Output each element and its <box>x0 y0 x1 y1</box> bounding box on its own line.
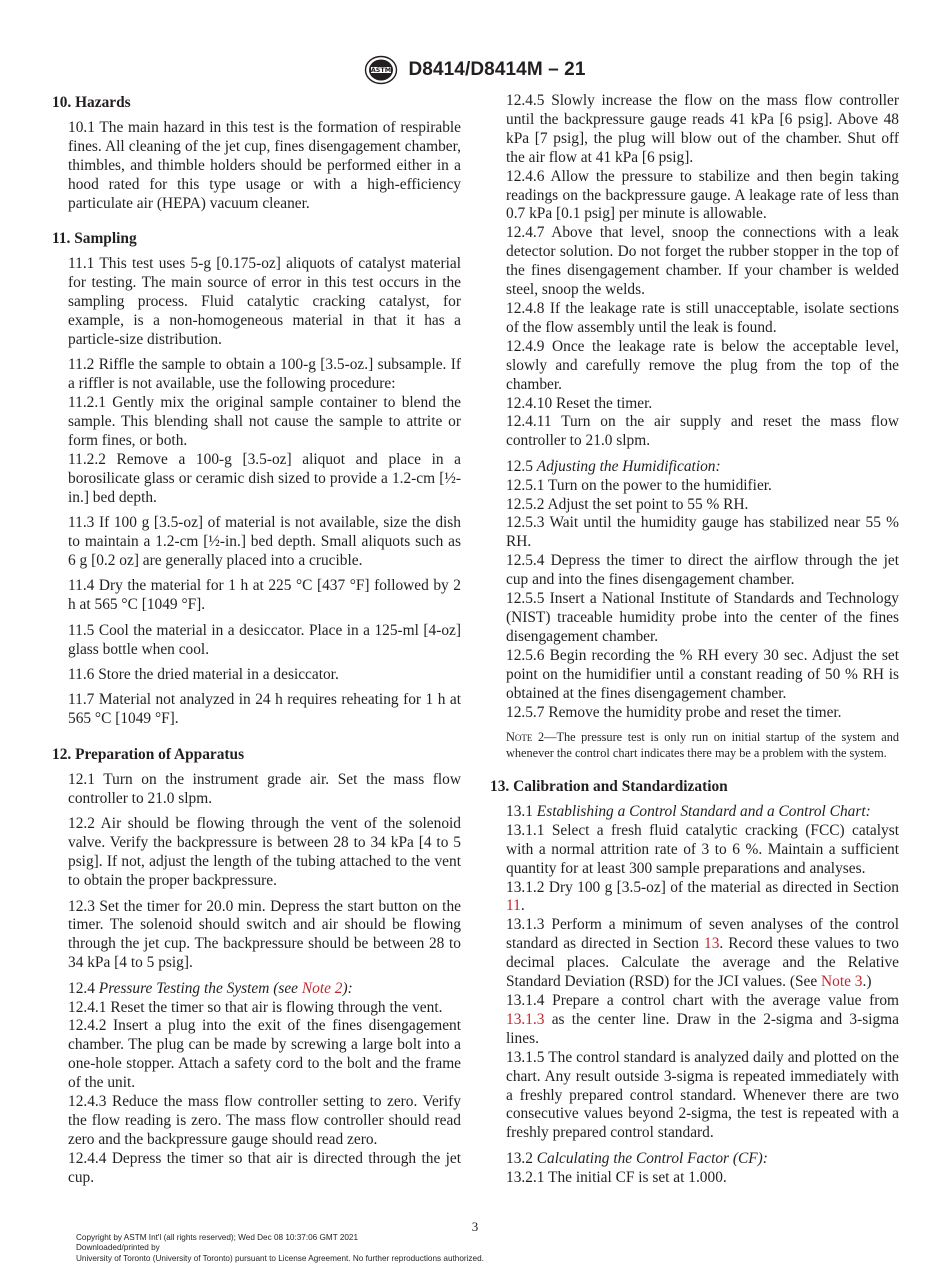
paragraph-12-5 <box>490 458 899 477</box>
paragraph-13-1 <box>490 803 899 822</box>
paragraph-12-4-7: 12.4.7 Above that level, snoop the connections with a leak detector solution. Do not forget the rubber stopper in the top of the fines disengagement chamber. If your chamber is welded steel, snoop the welds. <box>506 224 899 299</box>
paragraph-12-3: 12.3 Set the timer for 20.0 min. Depress the start button on the timer. The solenoid should switch and air should be flowing through the jet cup. The backpressure should be between 28 to 34 kPa [4 to 5 psig]. <box>68 897 461 972</box>
text-13-1-2-a: 13.1.2 Dry 100 g [3.5-oz] of the material as directed in Section <box>506 878 899 896</box>
paragraph-12-5-1: 12.5.1 Turn on the power to the humidifier. <box>506 476 772 494</box>
section-13-heading: 13. Calibration and Standardization <box>490 778 728 795</box>
title-12-5: Adjusting the Humidification: <box>536 457 721 475</box>
paragraph-13-1-2 <box>490 879 899 917</box>
paragraph-13-1-1: 13.1.1 Select a fresh fluid catalytic cracking (FCC) catalyst with a normal attrition rate of 3 to 6 %. Maintain a sufficient quantity for at least 300 sample preparations and analyses. <box>506 821 899 877</box>
paragraph-12-5-2: 12.5.2 Adjust the set point to 55 % RH. <box>506 495 749 513</box>
note-2-text: —The pressure test is only run on initial startup of the system and whenever the control chart indicates there may be a problem with the system. <box>506 730 899 760</box>
paragraph-12-5-7: 12.5.7 Remove the humidity probe and reset the timer. <box>506 703 842 721</box>
paragraph-12-4 <box>52 980 461 999</box>
text-13-1-3-a: 13.1.3 Perform a minimum of seven analyses of the control standard as directed in Section <box>506 916 899 953</box>
paragraph-13-1-5: 13.1.5 The control standard is analyzed daily and plotted on the chart. Any result outside 3-sigma is repeated immediately with a freshly prepared control standard. Whenever there are two consecutive values beyond 2-sigma, the test is repeated with a freshly prepared control standard. <box>506 1048 899 1142</box>
paragraph-11-2: 11.2 Riffle the sample to obtain a 100-g [3.5-oz.] subsample. If a riffler is not available, use the following procedure: <box>68 356 461 393</box>
section-10-heading: 10. Hazards <box>52 94 131 111</box>
text-13-1-3-c: .) <box>862 973 872 991</box>
text-13-1-2-b: . <box>520 897 525 915</box>
link-note-3[interactable]: Note 3 <box>821 973 863 991</box>
section-11-heading: 11. Sampling <box>52 230 137 248</box>
title-12-4-end: ): <box>342 979 353 997</box>
paragraph-12-4-9: 12.4.9 Once the leakage rate is below the acceptable level, slowly and carefully remove the plug from the top of the chamber. <box>506 337 899 393</box>
paragraph-12-4-1: 12.4.1 Reset the timer so that air is flowing through the vent. <box>68 998 443 1016</box>
paragraph-12-4-3: 12.4.3 Reduce the mass flow controller setting to zero. Verify the flow reading is zero. The mass flow controller should read zero and the backpressure gauge should read zero. <box>68 1093 461 1148</box>
title-13-1: Establishing a Control Standard and a Control Chart: <box>536 802 871 820</box>
paragraph-10-1: 10.1 The main hazard in this test is the formation of respirable fines. All cleaning of the jet cup, fines disengagement chamber, thimbles, and thimble holders should be performed either in a hood rated for this type usage or with a high-efficiency particulate air (HEPA) vacuum cleaner. <box>68 118 461 212</box>
link-13-1-3[interactable]: 13.1.3 <box>506 1010 545 1028</box>
link-section-13[interactable]: 13 <box>704 935 720 953</box>
note-2-label: Note 2 <box>506 730 545 745</box>
note-2 <box>490 730 899 761</box>
paragraph-12-5-6: 12.5.6 Begin recording the % RH every 30 sec. Adjust the set point on the humidifier until a constant reading of 50 % RH is obtained at the fines disengagement chamber. <box>506 646 899 702</box>
paragraph-13-2-1: 13.2.1 The initial CF is set at 1.000. <box>506 1168 727 1186</box>
paragraph-11-4: 11.4 Dry the material for 1 h at 225 °C [437 °F] followed by 2 h at 565 °C [1049 °F]. <box>68 577 461 614</box>
paragraph-12-5-3: 12.5.3 Wait until the humidity gauge has stabilized near 55 % RH. <box>506 514 899 551</box>
standard-designation: D8414/D8414M – 21 <box>408 59 586 80</box>
right-column <box>490 92 899 1188</box>
paragraph-12-4-4: 12.4.4 Depress the timer so that air is directed through the jet cup. <box>68 1149 461 1186</box>
paragraph-11-5: 11.5 Cool the material in a desiccator. Place in a 125-ml [4-oz] glass bottle when cool. <box>68 621 461 658</box>
title-13-2: Calculating the Control Factor (CF): <box>536 1149 768 1167</box>
paragraph-11-1: 11.1 This test uses 5-g [0.175-oz] aliquots of catalyst material for testing. The main source of error in this test occurs in the sampling process. Fluid catalytic cracking catalyst, for example, is a non-homogeneous material in that it has a particle-size distribution. <box>68 255 461 348</box>
paragraph-11-2-2: 11.2.2 Remove a 100-g [3.5-oz] aliquot and place in a borosilicate glass or ceramic dish sized to provide a 1.2-cm [½-in.] bed depth. <box>68 450 461 506</box>
left-column <box>52 92 461 1188</box>
text-13-1-3-b: . Record these values to two decimal places. Calculate the average and the Relative Standard Deviation (RSD) for the JCI values. (See <box>506 935 900 991</box>
section-12-heading: 12. Preparation of Apparatus <box>52 746 245 764</box>
paragraph-12-4-5: 12.4.5 Slowly increase the flow on the mass flow controller until the backpressure gauge reads 41 kPa [6 psig]. Above 48 kPa [7 psig], the plug will blow out of the chamber. Shut off the air flow at 41 kPa [6 psig]. <box>506 92 899 166</box>
link-section-11[interactable]: 11 <box>506 897 521 915</box>
text-13-1-4-a: 13.1.4 Prepare a control chart with the average value from <box>506 991 899 1009</box>
paragraph-13-1-4 <box>490 992 899 1049</box>
footer-line-1: Copyright by ASTM Int'l (all rights reserved); Wed Dec 08 10:37:06 GMT 2021 <box>76 1233 359 1242</box>
number-13-2: 13.2 <box>506 1149 533 1167</box>
paragraph-11-6: 11.6 Store the dried material in a desiccator. <box>68 665 339 683</box>
number-12-4: 12.4 <box>68 979 95 997</box>
svg-text:ASTM: ASTM <box>371 66 392 75</box>
page-header <box>0 55 950 85</box>
paragraph-12-4-6: 12.4.6 Allow the pressure to stabilize and then begin taking readings on the backpressure gauge. A leakage rate of less than 0.7 kPa [0.1 psig] per minute is allowable. <box>506 167 899 223</box>
paragraph-12-4-10: 12.4.10 Reset the timer. <box>506 394 653 412</box>
paragraph-11-2-1: 11.2.1 Gently mix the original sample container to blend the sample. This blending shall not cause the sample to attrite or form fines, or both. <box>68 394 461 449</box>
paragraph-12-5-4: 12.5.4 Depress the timer to direct the airflow through the jet cup and into the fines disengagement chamber. <box>506 552 899 589</box>
number-13-1: 13.1 <box>506 802 533 820</box>
text-13-1-4-b: as the center line. Draw in the 2-sigma and 3-sigma lines. <box>506 1010 899 1047</box>
astm-logo-icon <box>364 55 398 85</box>
copyright-footer <box>76 1233 484 1264</box>
paragraph-12-4-8: 12.4.8 If the leakage rate is still unacceptable, isolate sections of the flow assembly until the leak is found. <box>506 299 899 336</box>
paragraph-11-3: 11.3 If 100 g [3.5-oz] of material is not available, size the dish to maintain a 1.2-cm [½-in.] bed depth. Small aliquots such as 6 g [0.2 oz] are generally placed into a crucible. <box>68 514 461 569</box>
footer-line-3: University of Toronto (University of Toronto) pursuant to License Agreement. No further reproductions authorized. <box>76 1253 484 1263</box>
paragraph-12-2: 12.2 Air should be flowing through the vent of the solenoid valve. Verify the backpressure is between 28 to 34 kPa [4 to 5 psig]. If not, adjust the length of the tubing attached to the vent to obtain the proper backpressure. <box>68 815 461 890</box>
paragraph-11-7: 11.7 Material not analyzed in 24 h requires reheating for 1 h at 565 °C [1049 °F]. <box>68 691 461 728</box>
paragraph-13-2 <box>490 1150 899 1169</box>
paragraph-12-4-11: 12.4.11 Turn on the air supply and reset the mass flow controller to 21.0 slpm. <box>506 413 899 450</box>
footer-line-2: Downloaded/printed by <box>76 1243 160 1253</box>
link-note-2[interactable]: Note 2 <box>301 979 343 997</box>
title-12-4: Pressure Testing the System (see <box>98 979 298 997</box>
paragraph-12-4-2: 12.4.2 Insert a plug into the exit of the fines disengagement chamber. The plug can be made by screwing a large bolt into a one-hole stopper. Attach a safety cord to the bolt and the frame of the unit. <box>68 1017 461 1092</box>
paragraph-13-1-3 <box>490 916 899 992</box>
paragraph-12-1: 12.1 Turn on the instrument grade air. Set the mass flow controller to 21.0 slpm. <box>68 771 461 807</box>
number-12-5: 12.5 <box>506 457 533 475</box>
paragraph-12-5-5: 12.5.5 Insert a National Institute of Standards and Technology (NIST) traceable humidity probe into the center of the fines disengagement chamber. <box>506 590 899 645</box>
page-number: 3 <box>471 1219 479 1234</box>
